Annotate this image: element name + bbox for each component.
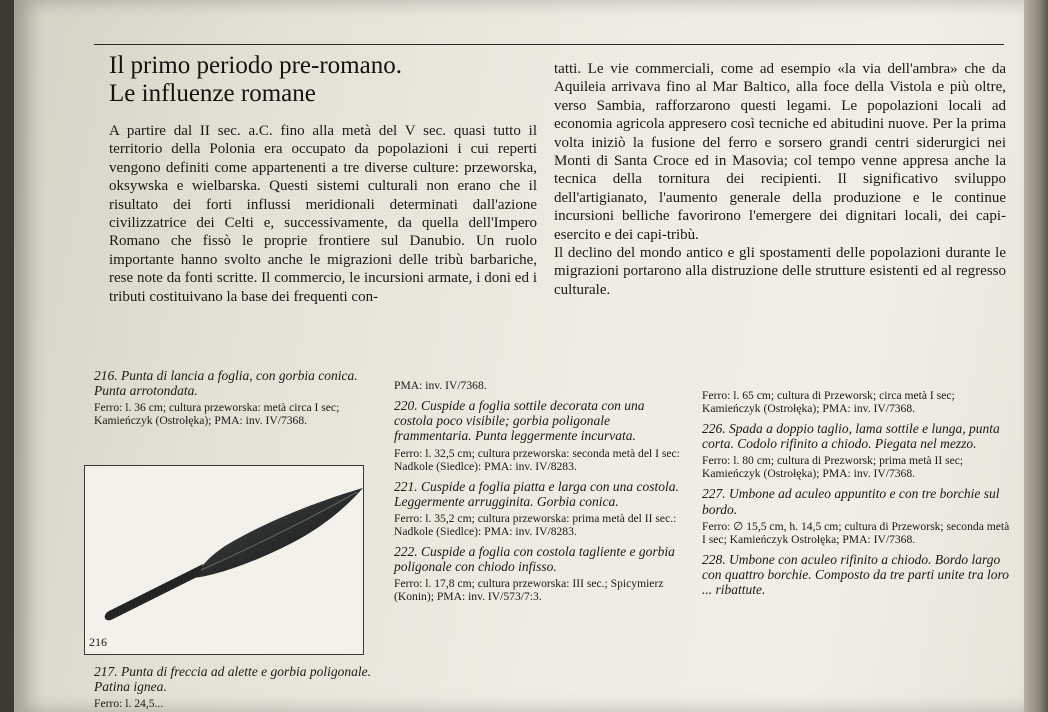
title-line-1: Il primo periodo pre-romano. <box>109 52 402 79</box>
caption-detail: Ferro: l. 35,2 cm; cultura przeworska: prima metà del II sec.: Nadkole (Siedlce): PMA: inv. IV/8283. <box>394 512 677 539</box>
book-page <box>14 0 1024 712</box>
figure-216 <box>84 465 364 655</box>
caption-222 <box>394 544 684 603</box>
caption-221 <box>394 479 684 538</box>
article-title <box>109 52 529 108</box>
caption-227 <box>702 486 1010 545</box>
spear-blade <box>193 488 363 578</box>
caption-216 <box>94 368 384 427</box>
figure-number: 216 <box>89 635 107 649</box>
caption-heading: 220. Cuspide a foglia sottile decorata con una costola poco visibile; gorbia poligonale frammentaria. Punta leggermente incurvata. <box>394 398 645 444</box>
caption-detail: Ferro: l. 17,8 cm; cultura przeworska: III sec.; Spicymierz (Konin); PMA: inv. IV/573/7:3. <box>394 577 664 604</box>
caption-detail: Ferro: l. 24,5... <box>94 697 164 711</box>
caption-heading: 228. Umbone con aculeo rifinito a chiodo. Bordo largo con quattro borchie. Composto da tre parti unite tra loro ... ribattute. <box>702 551 1009 598</box>
caption-226 <box>702 421 1010 480</box>
right-paragraph-2: Il declino del mondo antico e gli spostamenti delle popolazioni durante le migrazioni portarono alla distruzione delle strutture esistenti ed al regresso culturale. <box>554 245 1006 298</box>
caption-heading: 216. Punta di lancia a foglia, con gorbia conica. Punta arrotondata. <box>94 368 358 399</box>
caption-detail: Ferro: l. 32,5 cm; cultura przeworska: seconda metà del I sec: Nadkole (Siedlce): PMA: inv. IV/8283. <box>394 446 680 473</box>
caption-detail: Ferro: ∅ 15,5 cm, h. 14,5 cm; cultura di Przeworsk; seconda metà I sec; Kamieńczyk Ostrołęka; PMA: IV/7368. <box>702 519 1010 546</box>
caption-225-tail: Ferro: l. 65 cm; cultura di Przeworsk; circa metà I sec; Kamieńczyk (Ostrołęka); PMA: inv. IV/7368. <box>702 389 955 415</box>
caption-217 <box>94 664 384 710</box>
caption-heading: 226. Spada a doppio taglio, lama sottile e lunga, punta corta. Codolo rifinito a chiodo. Piegata nel mezzo. <box>702 421 1000 452</box>
caption-heading: 221. Cuspide a foglia piatta e larga con una costola. Leggermente arrugginita. Gorbia conica. <box>394 478 679 509</box>
caption-heading: 227. Umbone ad aculeo appuntito e con tre borchie sul bordo. <box>702 486 1000 517</box>
right-paragraph-1: tatti. Le vie commerciali, come ad esempio «la via dell'ambra» che da Aquileia arrivava fino al Mar Baltico, alla foce della Vistola e più oltre, verso Sambia, rafforzarono questi legami. Le popolazioni locali ad economia agricola appresero così tecniche ed abitudini nuove. Per la prima volta iniziò la fusione del ferro e sorsero grandi centri siderurgici nei Monti di Santa Croce ed in Masovia; col tempo venne appresa anche la tecnica della tornitura dei recipienti. Il significativo sviluppo dell'artigianato, l'aumento generale della produzione e le continue incursioni belliche favorirono l'emergere dei dignitari locali, dei capi- esercito e dei capi-tribù. <box>554 61 1006 243</box>
caption-detail: Ferro: l. 80 cm; cultura di Prezworsk; prima metà II sec; Kamieńczyk (Ostrołęka); PMA: inv. IV/7368. <box>702 454 964 481</box>
top-rule <box>94 44 1004 45</box>
page-edge <box>1024 0 1048 712</box>
caption-220 <box>394 398 684 473</box>
caption-detail: Ferro: l. 36 cm; cultura przeworska: metà circa I sec; Kamieńczyk (Ostrołęka); PMA: inv. IV/7368. <box>94 401 340 428</box>
intro-column <box>109 122 537 306</box>
spearhead-illustration <box>85 466 363 654</box>
spear-socket <box>105 564 203 620</box>
caption-228 <box>702 552 1010 598</box>
intro-paragraph: A partire dal II sec. a.C. fino alla metà del V sec. quasi tutto il territorio della Polonia era occupato da popolazioni i cui reperti vengono definiti come appartenenti a tre diverse culture: przeworska, oksywska e wielbarska. Questi sistemi culturali non erano che il risultato dei forti influssi meridionali determinati dall'azione civilizzatrice dei Celti e, successivamente, da quella dell'Impero Romano che fissò le proprie frontiere sul Danubio. Un ruolo importante hanno svolto anche le migrazioni delle tribù barbariche, rese note da fonti scritte. Il commercio, le incursioni armate, i doni ed i tributi costituivano la base dei frequenti con- <box>109 123 537 305</box>
caption-219-tail: PMA: inv. IV/7368. <box>394 379 487 392</box>
right-column <box>554 60 1006 299</box>
caption-column-3 <box>702 386 1010 603</box>
caption-heading: 222. Cuspide a foglia con costola tagliente e gorbia poligonale con chiodo infisso. <box>394 544 675 575</box>
caption-column-2 <box>394 376 684 609</box>
title-line-2: Le influenze romane <box>109 80 316 107</box>
caption-heading: 217. Punta di freccia ad alette e gorbia poligonale. Patina ignea. <box>94 664 371 695</box>
